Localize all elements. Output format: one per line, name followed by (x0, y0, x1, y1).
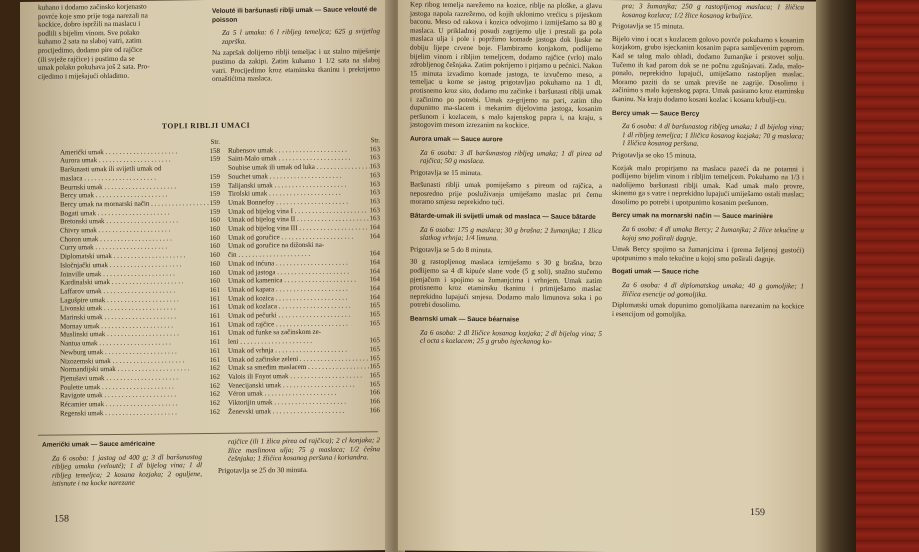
riche-heading: Bogati umak — Sauce riche (612, 268, 699, 277)
toc-entry-name: Regenski umak . . . (60, 408, 177, 418)
toc-entry-page: 165 (369, 345, 380, 354)
aurora-prep: Prigotavlja se 15 minuta. (410, 168, 482, 177)
toc-entry-name: Tirolski umak . . . (228, 189, 341, 199)
toc-entry-name: Récamier umak . . . (60, 399, 178, 409)
section-title: TOPLI RIBLJI UMACI (161, 120, 251, 131)
left-top-text: kuhano i dodamo začinsko korjenasto povrće koje smo prije toga narezali na kockice, dobro ispržili na maslacu i podlili s bijelim vinom. Sve polako kuhamo 2 sata na slaboj vatri, zatim procijedimo, dodamo pire od rajčice (ili svježe rajčice) i pustimo da se umak polako pokuhava još 2 sata. Pro- cijedimo i miješajući ohladimo. (38, 2, 150, 81)
toc-entry-name: Bercy umak na mornarski način . . . (60, 199, 210, 209)
toc-entry-name: Američki umak . . . (60, 147, 177, 157)
toc-entry-page: 164 (369, 231, 380, 241)
batarde-ingredients: Za 6 osoba: 175 g maslaca; 30 g brašna; 2 žumanjka; 1 žlica slatkog vrhnja; 1/4 limuna. (420, 225, 602, 243)
toc-entry-page: 164 (369, 249, 380, 258)
toc-entry-name: Bercy umak . . . (60, 191, 168, 201)
toc-entry-name: čin . . . (228, 250, 310, 260)
toc-left-str-label: Str. (210, 137, 220, 146)
toc-entry-name: Saint-Malo umak . . . (228, 154, 350, 164)
toc-entry-name: Normandijski umak . . . (60, 364, 189, 374)
toc-entry-page: 165 (369, 379, 380, 388)
right-column-1 (410, 1, 602, 350)
toc-entry-name: Talijanski umak . . . (228, 180, 346, 190)
toc-entry-page: 160 (209, 242, 220, 251)
toc-entry-name: Umak od kozica . . . (228, 293, 347, 303)
toc-entry-page: 163 (369, 144, 380, 153)
toc-entry-page: 162 (209, 390, 220, 399)
toc-entry-name: Umak od goručice . . . (228, 232, 353, 242)
toc-entry-name: Muslinski umak . . . (60, 330, 179, 340)
riche-ingredients: Za 6 osoba: 4 dl diplomatskog umaka; 40 g gomoljike; 1 žličica esencije od gomoljika. (622, 281, 804, 299)
toc-entry-page: 164 (369, 258, 380, 267)
toc-entry-page: 159 (209, 172, 220, 181)
toc-entry (228, 406, 380, 416)
toc-entry-page: 164 (369, 223, 380, 232)
bearnaise-ingredients-cont: pra; 3 žumanjka; 250 g rastopljenog maslaca; 1 žličica kosanog kozlaca; 1/2 žlice kosanog krbuljice. (622, 2, 804, 20)
toc-entry-name: Umak od kapara . . . (228, 284, 348, 294)
toc-entry-name: Marinski umak . . . (60, 312, 176, 322)
americki-method: Kep ribog temelja narežemo na kozice, riblje na ploške, a glavu jastoga napola razrežemo, od kojih uklonimo vrećicu s pijeskom baconu. Meso od rakova i kozica odvojimo i izmiješamo sa 80 g maslaca. U prikladnoj posudi zagrijemo ulje i prestali ga pola maslaca ulja i pole i popržimo komade jastoga dok ljuske ne dobiju lijepe crvene boje. Flambiramo konjakom, podlijemo bijelim vinom i ribljim temeljcem, dodamo rajčice (vrlo) malo zdrobljenog češnjaka. Zatim pokrijemo i pirjamo u pećnici. Nakon 15 minuta izvadimo komade jastoga, te izvučemo meso, a temeljac u kome se jastog prigotavljao pokuhamo na 1 dl, protisnemo kroz sito, dodamo mu začinke i baršunasti riblji umak i začinimo po potrebi. Umak za-grijemo na pari, zatim tiho dupunimo ma-slacem i mekanim dijelovima jastoga, kosanim peršunom i kozlacem, s malo kajenskog papra i, na kraju, s jastogovim mesom izrezanim na kockice. (410, 0, 602, 130)
bercy-mariniere-ingredients: Za 6 osoba: 4 dl umaka Bercy; 2 žumanjka; 2 žlice tekućine u kojoj smo poširali dagnje. (622, 225, 804, 243)
toc-entry-page: 160 (209, 233, 220, 242)
toc-entry-page: 165 (369, 371, 380, 380)
toc-entry-page: 163 (369, 170, 380, 180)
toc-entry-name: Lagušpire umak . . . (60, 295, 179, 305)
toc-entry-name: Umak od funke sa začinskom ze- (228, 328, 322, 338)
table-surface (856, 0, 919, 552)
toc-entry-name: Umak od začinske zeleni . . . (228, 354, 370, 364)
americki-ingredients: Za 6 osoba: 1 jastog od 400 g; 3 dl baršunastog ribljeg umaka (velouté); 1 dl bijelog vina; 1 dl ribljeg temeljca; 2 kosana kozjaka; 2 ogulјene, istisnute i na kocke narezane (52, 452, 202, 488)
toc-entry-name: Livonski umak . . . (60, 304, 176, 314)
toc-entry-name: Umak od bijelog vina III . . . (228, 223, 370, 233)
toc-entry-name: Umak od vrhnja . . . (228, 345, 347, 355)
toc-entry-page: 163 (369, 197, 380, 206)
toc-entry-page: 162 (209, 372, 220, 381)
toc-left-list (60, 147, 220, 418)
toc-entry-page: 165 (369, 336, 380, 345)
toc-entry-name: Curry umak . . . (60, 243, 167, 253)
americki-ingredients-cont: rajčice (ili 1 žlica pirea od rajčica); 2 cl konjaka; 2 žlice maslinova ulja; 75 g maslaca; 1/2 češna češnjaka; 1 žličica kosanog peršuna i koriandra. (228, 436, 380, 463)
toc-entry-name: Beurnski umak . . . (60, 182, 176, 192)
page-number-left: 158 (54, 513, 69, 525)
americki-column-left (42, 434, 202, 492)
toc-entry-page: 161 (209, 285, 220, 294)
toc-entry-name: Diplomatski umak . . . (60, 251, 185, 261)
toc-entry-name: Aurora umak . . . (60, 156, 171, 166)
toc-entry-name: Kardinalski umak . . . (60, 277, 183, 287)
toc-entry-page: 160 (209, 277, 220, 286)
toc-entry-name: Laffarov umak . . . (60, 286, 175, 296)
aurora-heading: Aurora umak — Sauce aurore (410, 135, 503, 144)
toc-entry-page: 159 (209, 190, 220, 199)
toc-entry-name: Viktorijin umak . . . (228, 398, 346, 408)
toc-entry-name: Véron umak . . . (228, 389, 336, 399)
toc-entry-page: 161 (209, 355, 220, 364)
velouté-text: Na zapršak dolijemo riblji temeljac i uz stalno miješanje pustimo da zakipi. Zatim kuhamo 1 1/2 sata na slaboj vatri. Procijedimo kroz etaminsku tkaninu i prekrijemo ornaštićima maslaca. (212, 47, 380, 84)
bercy-ingredients: Za 6 osoba: 4 dl baršunastog ribljeg umaka; 1 dl bijelog vina; 1 dl ribljeg temeljca; 1 žličica kosanog kozjaka; 70 g maslaca; 1 žličica kosanog peršuna. (622, 122, 804, 148)
toc-entry-name: Umak od kozlaca . . . (228, 302, 350, 312)
toc-entry-name: Umak od pečurki . . . (228, 311, 350, 321)
aurora-ingredients: Za 6 osoba: 3 dl baršunastog ribljeg umaka; 1 dl pirea od rajčica; 50 g maslaca. (420, 148, 602, 166)
toc-left-column (60, 138, 220, 418)
toc-entry-name: Soubise umak ili umak od luka . . . (228, 162, 370, 172)
bercy-heading: Bercy umak — Sauce Bercy (612, 109, 700, 118)
toc-entry-page: 159 (209, 181, 220, 190)
toc-entry-page: 163 (369, 205, 380, 214)
riche-method: Diplomatski umak dopunimo gomoljikama narezanim na kockice i esencijom od gomoljika. (612, 301, 804, 319)
toc-entry-page: 165 (369, 301, 380, 310)
toc-entry-name: Choron umak . . . (60, 234, 172, 244)
toc-entry-name: Newburg umak . . . (60, 347, 177, 357)
americki-heading: Američki umak — Sauce américaine (42, 440, 155, 449)
toc-entry-name: Souchet umak . . . (228, 171, 341, 181)
toc-entry-page: 165 (369, 318, 380, 328)
bercy-prep: Prigotavlja se oko 15 minuta. (612, 150, 697, 160)
toc-right-list (228, 145, 380, 416)
toc-entry-page: 160 (209, 216, 220, 225)
toc-entry-name: Valois ili Foyot umak . . . (228, 371, 362, 381)
bearnaise-prep: Prigotavlja se 15 minuta. (612, 22, 684, 31)
toc-entry-page: 165 (369, 310, 380, 319)
toc-entry-page: 164 (369, 284, 380, 293)
toc-entry-page: 164 (369, 275, 380, 284)
toc-entry-name: maslaca . . . (60, 173, 156, 183)
toc-entry-page: 161 (209, 294, 220, 303)
toc-entry-page: 159 (209, 155, 220, 164)
toc-entry-name: Chivry umak . . . (60, 225, 170, 235)
batarde-method: 30 g rastopljenog maslaca izmiješamo s 30 g brašna, brzo podlijemo sa 4 dl kipuće slane vode (5 g soli), snažno stučemo pjenjačom i spojimo sa žumanjcima i vrhnjem. Umak zatim protisnemo kroz etaminsku tkaninu i primiješamo maslac neprekidno lupajući smjesu. Dodamo malo limunova soka i po potrebi dosolimo. (410, 258, 602, 310)
toc-entry-name: Poulette umak . . . (60, 382, 174, 392)
left-page (20, 0, 392, 552)
bearnaise-ingredients: Za 6 osoba: 2 dl žličice kosanog kozjaka; 2 dl bijelog vina; 5 cl octa s kozlacem; 25 g grubo isjeckanog ko- (420, 328, 602, 346)
toc-entry (60, 408, 220, 418)
right-page (398, 0, 816, 552)
toc-entry-name: Umak Bonnefoy . . . (228, 197, 348, 207)
left-top-column (38, 2, 198, 85)
toc-entry-name: Umak od kamenica . . . (228, 276, 356, 286)
toc-entry-page: 161 (209, 320, 220, 329)
toc-entry-name: Umak od bijelog vina II . . . (228, 215, 369, 225)
americki-column-right (218, 436, 380, 479)
toc-entry-page: 164 (369, 292, 380, 301)
toc-entry-page: 158 (209, 146, 220, 155)
toc-entry-name: Nizozemski umak . . . (60, 356, 184, 366)
toc-entry-name: Joinville umak . . . (60, 269, 175, 279)
bearnaise-heading: Bearnski umak — Sauce béarnaise (410, 315, 520, 324)
toc-entry-name: Umak sa smeđim maslacem . . . (228, 363, 370, 373)
toc-entry-page: 166 (369, 388, 380, 397)
toc-entry-name: Isločnjački umak . . . (60, 260, 182, 270)
toc-entry-page: 159 (209, 198, 220, 207)
batarde-prep: Prigotavlja se 5 do 8 minuta. (410, 245, 493, 255)
toc-entry-page: 163 (369, 214, 380, 223)
toc-entry-name: Umak od inćuna . . . (228, 258, 348, 268)
bercy-mariniere-heading: Bercy umak na mornarski način — Sauce marinière (612, 212, 773, 221)
toc-entry-page: 161 (209, 346, 220, 355)
toc-entry-page: 166 (369, 405, 380, 415)
toc-entry-page: 165 (369, 353, 380, 362)
toc-entry-name: Baršunasti umak ili svijetli umak od (60, 164, 162, 174)
toc-entry-page: 160 (209, 224, 220, 233)
toc-entry-name: Ravigote umak . . . (60, 391, 176, 401)
toc-entry-page: 160 (209, 250, 220, 260)
toc-entry-page: 160 (209, 259, 220, 268)
toc-right-column (228, 136, 380, 416)
toc-entry-name: leni . . . (228, 337, 312, 347)
americki-prep-time: Prigotavlja se 25 do 30 minuta. (218, 465, 308, 475)
batarde-heading: Bâtarde-umak ili svijetli umak od maslaca — Sauce bâtarde (410, 212, 596, 221)
toc-entry-page: 160 (209, 268, 220, 277)
bearnaise-method: Bijelo vino i ocat s kozlacem golovo povrće pokuhamo s kosanim kozjakom, grubo isjeckanim kosanim papra samljevenim paprom. Kad se talog malo ohladi, dodamo žumanjke i prstovet solju. Tučemo ih kad parom dok se ne počnu zgušnjavati. Zada, malo-ponalo, neprekidno lupajući, umiješamo rastopljen maslac. Moramo paziti da se umak previše ne zagrije. Dosolimo i začinimo s malo kajenskog papra. Umak pasiramo kroz etaminsku tkaninu. Na kraju dodamo kosani kozlac i kosanu krbulji-cu. (612, 34, 804, 105)
toc-entry-page: 161 (209, 303, 220, 312)
toc-entry-name: Venecijanski umak . . . (228, 380, 355, 390)
toc-entry-page: 162 (209, 364, 220, 373)
toc-entry-name: Umak od rajčice . . . (228, 319, 348, 329)
toc-entry-name: Ženevski umak . . . (228, 406, 344, 416)
section-title-wrap (20, 114, 392, 138)
aurora-method: Baršunasti riblji umak pomiješamo s pireom od rajčica, a neposredno prije posluživanja umiješamo maslac pri čemu moramo smjesu neprekidno tući. (410, 180, 602, 207)
toc-entry-name: Umak od bijelog vina I . . . (228, 206, 366, 216)
toc-entry-page: 163 (369, 179, 380, 188)
toc-entry-name: Umak od goručice na dižonski na- (228, 241, 325, 251)
toc-entry-name: Rubensov umak . . . (228, 145, 347, 155)
right-column-2 (612, 2, 804, 324)
toc-entry-name: Pjenušavi umak . . . (60, 373, 178, 383)
page-edges (816, 0, 856, 552)
toc-entry-page: 159 (209, 207, 220, 216)
toc-entry-page: 166 (369, 397, 380, 406)
toc-entry-name: Bretonski umak . . . (60, 217, 178, 227)
toc-entry-page: 164 (369, 266, 380, 275)
toc-entry-page: 161 (209, 329, 220, 338)
toc-entry-page: 163 (369, 153, 380, 162)
left-top-right-column (212, 0, 380, 88)
bercy-method: Kozjak malo propirjamo na maslacu pazeći da ne potamni i podlijemo bijelim vinom i ribljim temeljcem. Pokuhamo na 1/3 i nadolijemo baršunasti riblji umak. Kad umak malo provre, skinemo ga s vatre i neprekidno lupajući umiješamo ostali maslac; dosolimo po potrebi i upotpunimo kosanim peršunom. (612, 163, 804, 208)
toc-entry-name: Bogati umak . . . (60, 208, 169, 218)
velouté-ingredients: Za 5 l umaka: 6 l ribljeg temeljca; 625 g svijetlog zaprška. (222, 27, 380, 46)
toc-entry-page: 163 (369, 162, 380, 171)
toc-entry-page: 161 (209, 338, 220, 347)
page-number-right: 159 (750, 506, 765, 519)
bercy-mariniere-method: Umak Bercy spojimo sa žumanjcima i (prema željenoj gustoći) upotpunimo s malo tekućine u kojoj smo poširali dagnje. (612, 245, 804, 264)
toc-entry-page: 162 (209, 398, 220, 408)
velouté-heading: Velouté ili baršunasti riblji umak — Sauce velouté de poisson (212, 6, 377, 24)
toc-entry-page: 165 (369, 362, 380, 371)
toc-entry-page: 163 (369, 188, 380, 197)
toc-entry-page: 161 (209, 311, 220, 321)
toc-entry-page: 162 (209, 381, 220, 390)
toc-entry-name: Umak od jastoga . . . (228, 267, 349, 277)
toc-entry-page: 162 (209, 407, 220, 416)
toc-entry-name: Mornay umak . . . (60, 321, 173, 331)
toc-right-str-label: Str. (370, 136, 380, 145)
toc-entry-name: Nantua umak . . . (60, 339, 171, 349)
